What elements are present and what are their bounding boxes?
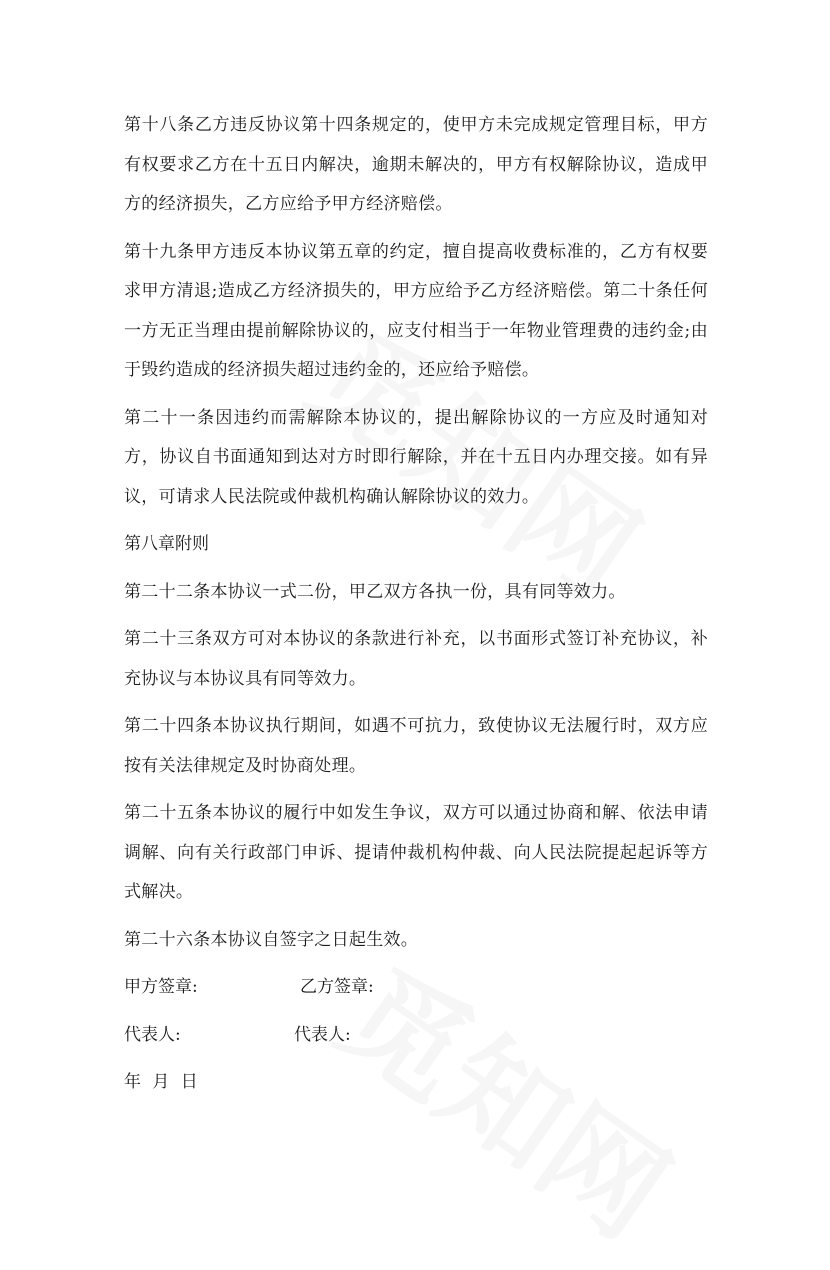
- article-24: 第二十四条本协议执行期间，如遇不可抗力，致使协议无法履行时，双方应按有关法律规定及时协商处理。: [124, 716, 708, 776]
- article-25: 第二十五条本协议的履行中如发生争议，双方可以通过协商和解、依法申请调解、向有关行政部门申诉、提请仲裁机构仲裁、向人民法院提起起诉等方式解决。: [124, 803, 708, 902]
- article-22: 第二十二条本协议一式二份，甲乙双方各执一份，具有同等效力。: [124, 581, 626, 602]
- article-18: 第十八条乙方违反协议第十四条规定的，使甲方未完成规定管理目标，甲方有权要求乙方在十五日内解决，逾期未解决的，甲方有权解除协议，造成甲方的经济损失，乙方应给予甲方经济赔偿。: [124, 115, 708, 214]
- article-26: 第二十六条本协议自签字之日起生效。: [124, 929, 419, 950]
- party-b-signature-label: 乙方签章:: [300, 977, 374, 997]
- chapter-heading: 第八章附则: [124, 534, 209, 554]
- article-23: 第二十三条双方可对本协议的条款进行补充，以书面形式签订补充协议，补充协议与本协议具有同等效力。: [124, 629, 708, 689]
- article-21: 第二十一条因违约而需解除本协议的，提出解除协议的一方应及时通知对方，协议自书面通知到达对方时即行解除，并在十五日内办理交接。如有异议，可请求人民法院或仲裁机构确认解除协议的效力。: [124, 407, 708, 507]
- party-a-signature-label: 甲方签章:: [124, 977, 198, 997]
- article-19-20: 第十九条甲方违反本协议第五章的约定，擅自提高收费标准的，乙方有权要求甲方清退;造成乙方经济损失的，甲方应给予乙方经济赔偿。第二十条任何一方无正当理由提前解除协议的，应支付相当于一年物业管理费的违约金;由于毁约造成的经济损失超过违约金的，还应给予赔偿。: [124, 241, 708, 380]
- document-body: [124, 106, 708, 1103]
- representative-row: [124, 1016, 708, 1056]
- party-b-representative-label: 代表人:: [294, 1024, 351, 1045]
- party-a-representative-label: 代表人:: [124, 1024, 181, 1045]
- date-line: 年 月 日: [124, 1072, 198, 1092]
- signature-row: [124, 968, 708, 1008]
